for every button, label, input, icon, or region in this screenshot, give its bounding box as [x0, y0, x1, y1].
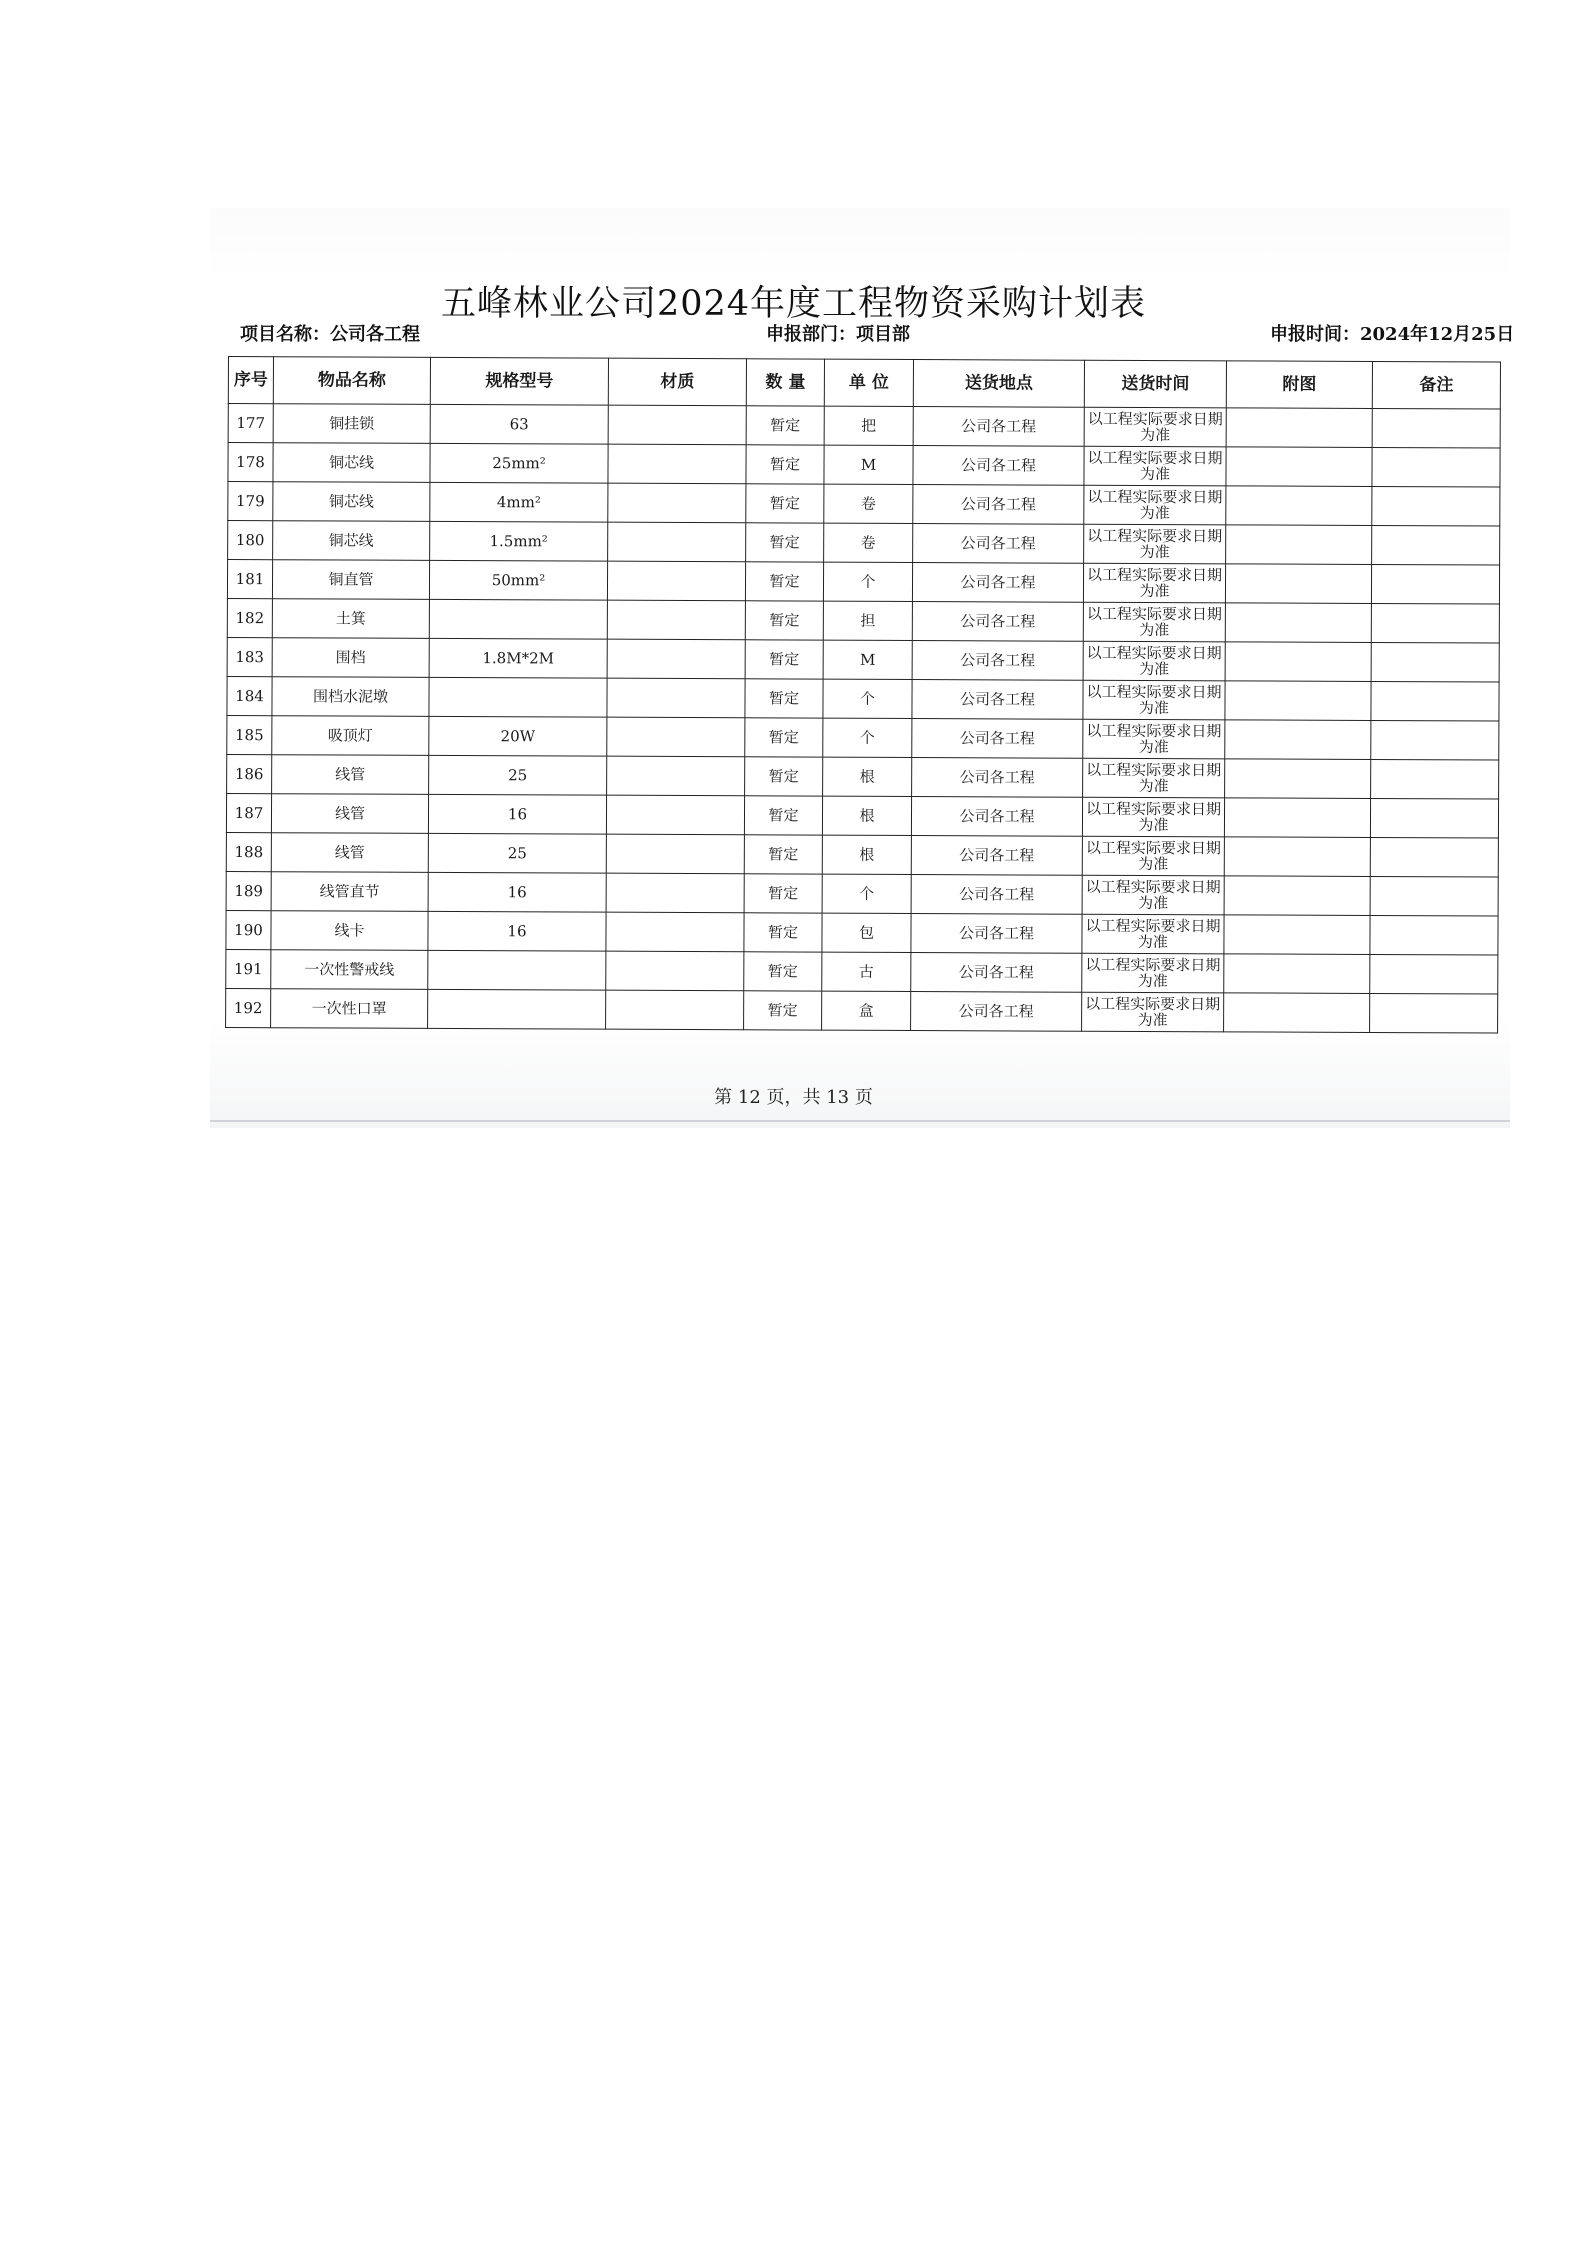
item-figure [1225, 720, 1371, 760]
item-unit: 古 [822, 952, 911, 991]
item-quantity: 暂定 [744, 913, 822, 952]
delivery-place: 公司各工程 [912, 562, 1083, 602]
item-material [608, 405, 746, 445]
item-unit: 包 [822, 913, 911, 952]
item-remark [1372, 447, 1500, 487]
row-number: 192 [226, 988, 271, 1027]
table-row [227, 754, 1499, 799]
item-material [606, 795, 744, 835]
item-material [608, 522, 746, 562]
table-row [226, 832, 1498, 877]
item-remark [1370, 837, 1498, 877]
table-row [226, 988, 1498, 1033]
delivery-time: 以工程实际要求日期为准 [1084, 407, 1226, 447]
item-quantity: 暂定 [745, 679, 823, 718]
item-name: 线管 [271, 794, 428, 834]
item-unit: 担 [823, 601, 912, 640]
item-material [607, 756, 745, 796]
item-spec: 63 [430, 404, 608, 444]
delivery-place: 公司各工程 [912, 718, 1083, 758]
item-quantity: 暂定 [744, 796, 822, 835]
item-unit: 把 [824, 406, 913, 445]
header-remark: 备注 [1372, 361, 1500, 409]
delivery-place: 公司各工程 [911, 874, 1082, 914]
item-figure [1226, 447, 1372, 487]
item-spec [429, 677, 607, 717]
item-material [606, 990, 744, 1030]
row-number: 191 [226, 949, 271, 988]
table-row [227, 598, 1499, 643]
item-spec: 4mm² [430, 482, 608, 522]
item-name: 铜直管 [272, 560, 429, 600]
item-unit: 卷 [824, 523, 913, 562]
delivery-place: 公司各工程 [912, 601, 1083, 641]
item-material [606, 834, 744, 874]
item-spec: 25 [429, 755, 607, 795]
item-remark [1371, 603, 1499, 643]
item-name: 吸顶灯 [272, 716, 429, 756]
item-name: 铜挂锁 [273, 404, 430, 444]
item-figure [1224, 837, 1370, 877]
item-material [608, 483, 746, 523]
item-name: 铜芯线 [273, 482, 430, 522]
item-quantity: 暂定 [745, 562, 823, 601]
row-number: 181 [227, 560, 272, 599]
header-spec: 规格型号 [430, 357, 608, 405]
table-header-row [228, 357, 1500, 410]
header-delivery-place: 送货地点 [913, 359, 1084, 407]
item-quantity: 暂定 [744, 835, 822, 874]
page-footer: 第 12 页，共 13 页 [714, 1087, 873, 1108]
item-material [607, 600, 745, 640]
row-number: 179 [228, 482, 273, 521]
table-row [227, 637, 1499, 682]
row-number: 180 [228, 521, 273, 560]
item-name: 线卡 [271, 911, 428, 951]
item-spec [428, 950, 606, 990]
item-name: 铜芯线 [273, 443, 430, 483]
delivery-place: 公司各工程 [913, 406, 1084, 446]
procurement-table [225, 356, 1501, 1034]
item-quantity: 暂定 [744, 991, 822, 1030]
table-row [226, 871, 1498, 916]
table-row [227, 715, 1499, 760]
row-number: 189 [226, 871, 271, 910]
item-spec [429, 599, 607, 639]
item-remark [1371, 759, 1499, 799]
delivery-time: 以工程实际要求日期为准 [1083, 758, 1225, 798]
delivery-time: 以工程实际要求日期为准 [1084, 524, 1226, 564]
item-quantity: 暂定 [746, 445, 824, 484]
item-quantity: 暂定 [746, 523, 824, 562]
delivery-place: 公司各工程 [912, 640, 1083, 680]
item-unit: 盒 [822, 991, 911, 1030]
row-number: 183 [227, 637, 272, 676]
delivery-time: 以工程实际要求日期为准 [1082, 914, 1224, 954]
delivery-time: 以工程实际要求日期为准 [1083, 602, 1225, 642]
item-remark [1371, 720, 1499, 760]
table-body [226, 404, 1501, 1034]
document-title: 五峰林业公司2024年度工程物资采购计划表 [440, 284, 1147, 324]
department: 申报部门：项目部 [766, 324, 910, 345]
item-material [607, 717, 745, 757]
item-name: 围档 [272, 638, 429, 678]
table-row [228, 404, 1500, 449]
item-remark [1372, 408, 1500, 448]
item-spec: 16 [428, 794, 606, 834]
item-spec: 50mm² [429, 560, 607, 600]
item-name: 一次性口罩 [271, 989, 428, 1029]
delivery-place: 公司各工程 [912, 679, 1083, 719]
row-number: 185 [227, 715, 272, 754]
item-name: 铜芯线 [273, 521, 430, 561]
item-unit: 个 [822, 874, 911, 913]
delivery-time: 以工程实际要求日期为准 [1084, 485, 1226, 525]
item-remark [1370, 993, 1498, 1033]
table-row [228, 521, 1500, 566]
item-remark [1372, 486, 1500, 526]
item-remark [1372, 525, 1500, 565]
item-material [608, 444, 746, 484]
delivery-time: 以工程实际要求日期为准 [1082, 953, 1224, 993]
item-unit: 个 [823, 679, 912, 718]
item-quantity: 暂定 [744, 952, 822, 991]
item-spec: 1.8M*2M [429, 638, 607, 678]
item-unit: 卷 [824, 484, 913, 523]
table-row [227, 676, 1499, 721]
item-spec: 16 [428, 872, 606, 912]
item-figure [1226, 408, 1372, 448]
item-quantity: 暂定 [745, 601, 823, 640]
item-quantity: 暂定 [744, 874, 822, 913]
delivery-time: 以工程实际要求日期为准 [1084, 446, 1226, 486]
delivery-place: 公司各工程 [913, 523, 1084, 563]
scan-edge-line [210, 1120, 1510, 1122]
header-name: 物品名称 [273, 357, 430, 405]
delivery-place: 公司各工程 [911, 991, 1082, 1031]
item-spec: 1.5mm² [430, 521, 608, 561]
item-figure [1224, 993, 1370, 1033]
item-unit: 根 [822, 796, 911, 835]
header-unit: 单 位 [824, 359, 913, 406]
item-spec: 20W [429, 716, 607, 756]
item-remark [1370, 798, 1498, 838]
header-quantity: 数 量 [746, 359, 824, 406]
table-row [227, 560, 1499, 605]
report-date: 申报时间：2024年12月25日 [1270, 324, 1515, 345]
delivery-place: 公司各工程 [911, 952, 1082, 992]
item-spec: 16 [428, 911, 606, 951]
table-row [226, 949, 1498, 994]
table-row [228, 482, 1500, 527]
item-figure [1226, 486, 1372, 526]
item-material [606, 912, 744, 952]
item-figure [1226, 525, 1372, 565]
item-quantity: 暂定 [745, 757, 823, 796]
item-unit: M [823, 640, 912, 679]
item-remark [1371, 564, 1499, 604]
delivery-time: 以工程实际要求日期为准 [1082, 875, 1224, 915]
table-row [228, 443, 1500, 488]
delivery-time: 以工程实际要求日期为准 [1083, 719, 1225, 759]
delivery-place: 公司各工程 [911, 796, 1082, 836]
row-number: 188 [226, 832, 271, 871]
item-quantity: 暂定 [745, 640, 823, 679]
row-number: 177 [228, 404, 273, 443]
item-remark [1371, 681, 1499, 721]
item-figure [1224, 876, 1370, 916]
item-unit: 根 [823, 757, 912, 796]
item-material [607, 561, 745, 601]
item-remark [1370, 876, 1498, 916]
item-figure [1225, 564, 1371, 604]
item-figure [1224, 954, 1370, 994]
item-quantity: 暂定 [746, 484, 824, 523]
delivery-time: 以工程实际要求日期为准 [1082, 836, 1224, 876]
item-name: 围档水泥墩 [272, 677, 429, 717]
item-unit: M [824, 445, 913, 484]
delivery-time: 以工程实际要求日期为准 [1083, 680, 1225, 720]
item-unit: 个 [823, 718, 912, 757]
row-number: 178 [228, 443, 273, 482]
item-remark [1370, 915, 1498, 955]
header-seq: 序号 [228, 357, 273, 404]
delivery-place: 公司各工程 [913, 484, 1084, 524]
item-material [606, 951, 744, 991]
item-remark [1370, 954, 1498, 994]
item-figure [1225, 759, 1371, 799]
item-spec: 25mm² [430, 443, 608, 483]
delivery-place: 公司各工程 [911, 835, 1082, 875]
item-figure [1224, 915, 1370, 955]
item-quantity: 暂定 [745, 718, 823, 757]
item-quantity: 暂定 [746, 406, 824, 445]
delivery-place: 公司各工程 [913, 445, 1084, 485]
item-remark [1371, 642, 1499, 682]
header-material: 材质 [608, 358, 746, 406]
item-spec: 25 [428, 833, 606, 873]
row-number: 190 [226, 910, 271, 949]
item-figure [1225, 642, 1371, 682]
item-name: 一次性警戒线 [271, 950, 428, 990]
item-unit: 根 [822, 835, 911, 874]
item-spec [428, 989, 606, 1029]
delivery-time: 以工程实际要求日期为准 [1083, 641, 1225, 681]
row-number: 184 [227, 676, 272, 715]
row-number: 187 [226, 793, 271, 832]
item-material [606, 873, 744, 913]
delivery-time: 以工程实际要求日期为准 [1083, 563, 1225, 603]
row-number: 182 [227, 598, 272, 637]
delivery-place: 公司各工程 [912, 757, 1083, 797]
item-name: 线管 [272, 755, 429, 795]
item-figure [1225, 603, 1371, 643]
item-unit: 个 [823, 562, 912, 601]
item-material [607, 678, 745, 718]
item-material [607, 639, 745, 679]
item-figure [1224, 798, 1370, 838]
delivery-place: 公司各工程 [911, 913, 1082, 953]
delivery-time: 以工程实际要求日期为准 [1082, 992, 1224, 1032]
header-delivery-time: 送货时间 [1084, 360, 1226, 408]
row-number: 186 [227, 754, 272, 793]
delivery-time: 以工程实际要求日期为准 [1082, 797, 1224, 837]
project-name: 项目名称：公司各工程 [240, 324, 420, 345]
item-name: 线管直节 [271, 872, 428, 912]
item-name: 线管 [271, 833, 428, 873]
table-row [226, 910, 1498, 955]
header-figure: 附图 [1226, 361, 1372, 409]
item-name: 土箕 [272, 599, 429, 639]
item-figure [1225, 681, 1371, 721]
table-row [226, 793, 1498, 838]
